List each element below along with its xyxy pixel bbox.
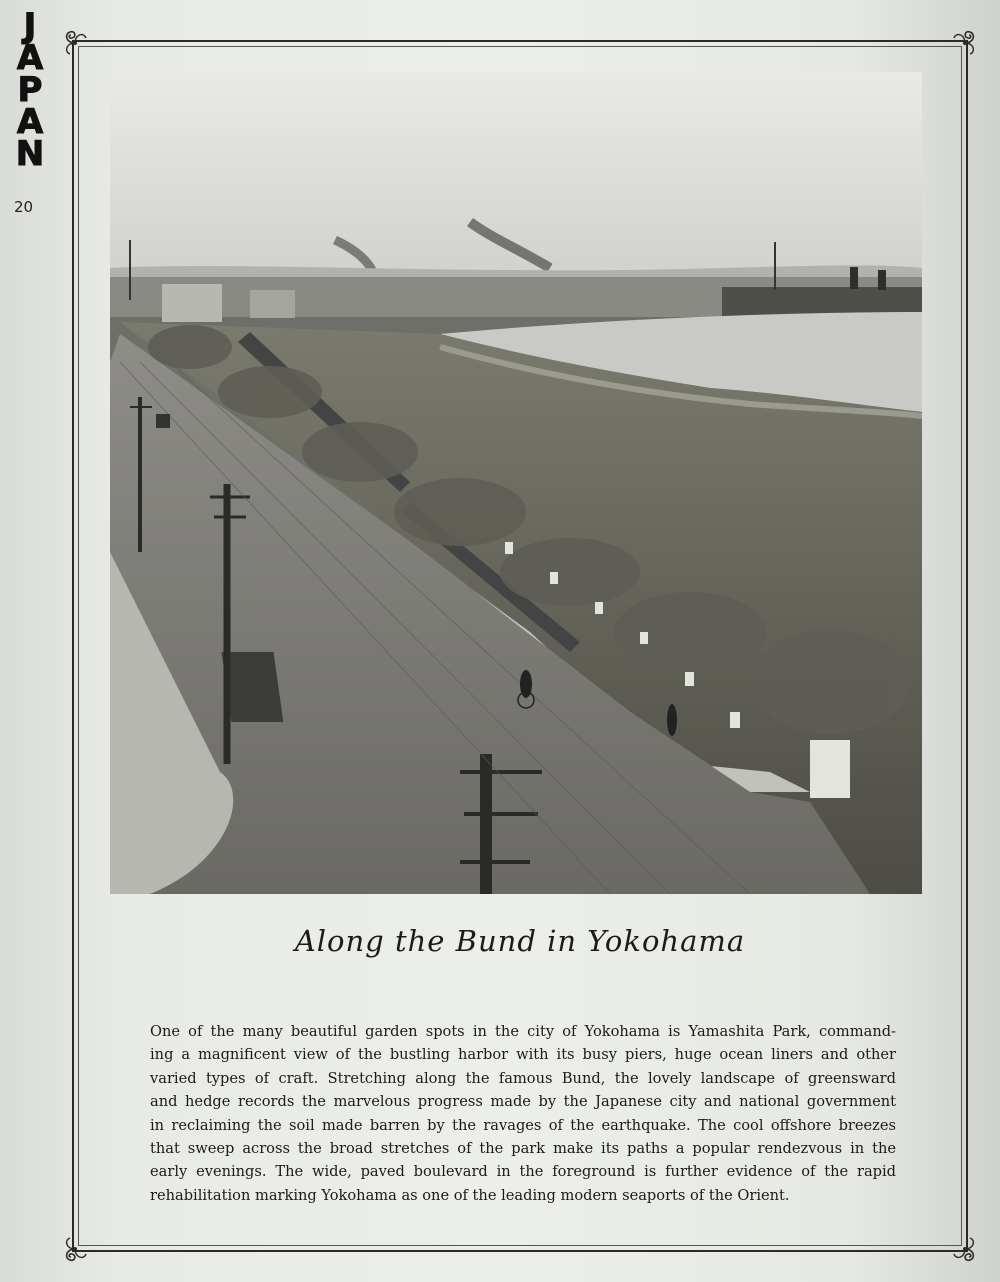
body-line: rehabilitation marking Yokohama as one of the leading modern seaports of the Orient. bbox=[150, 1186, 790, 1204]
running-head-letter: N bbox=[15, 134, 45, 174]
body-line: varied types of craft. Stretching along the famous Bund, the lovely landscape of greensward bbox=[150, 1069, 896, 1087]
corner-ornament-icon bbox=[948, 26, 982, 60]
article-body bbox=[150, 1020, 896, 1207]
running-head-letter: A bbox=[16, 38, 44, 78]
body-line: that sweep across the broad stretches of the park make its paths a popular rendezvous in the bbox=[150, 1140, 896, 1158]
running-head-japan bbox=[8, 6, 52, 174]
running-head-letter: A bbox=[16, 102, 44, 142]
page-number: 20 bbox=[14, 198, 34, 216]
photo-caption-title: Along the Bund in Yokohama bbox=[294, 924, 746, 958]
body-line: in reclaiming the soil made barren by the ravages of the earthquake. The cool offshore breezes bbox=[150, 1116, 896, 1134]
corner-ornament-icon bbox=[58, 26, 92, 60]
body-line: early evenings. The wide, paved boulevard in the foreground is further evidence of the rapid bbox=[150, 1163, 896, 1181]
body-line: ing a magnificent view of the bustling harbor with its busy piers, huge ocean liners and other bbox=[150, 1046, 896, 1064]
photo-illustration bbox=[110, 72, 922, 894]
body-line: and hedge records the marvelous progress made by the Japanese city and national government bbox=[150, 1093, 896, 1111]
running-head-letter: J bbox=[23, 6, 37, 46]
corner-ornament-icon bbox=[948, 1232, 982, 1266]
harbor-boulevard-photograph bbox=[110, 72, 922, 894]
corner-ornament-icon bbox=[58, 1232, 92, 1266]
body-line: One of the many beautiful garden spots in the city of Yokohama is Yamashita Park, command- bbox=[150, 1023, 896, 1040]
running-head-letter: P bbox=[17, 70, 43, 110]
